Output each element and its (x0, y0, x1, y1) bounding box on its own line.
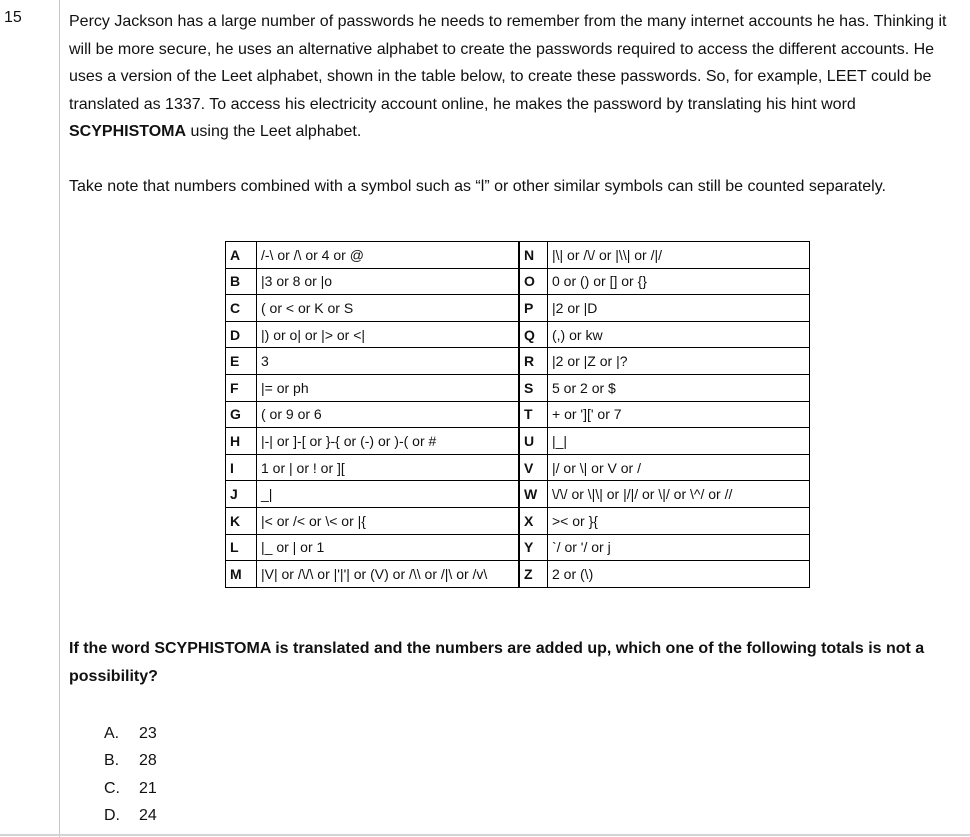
code-cell: |\| or /\/ or |\\| or /|/ (548, 242, 810, 269)
answer-label: C. (104, 779, 120, 797)
table-row (226, 454, 810, 481)
code-cell: |V| or /\/\ or |'|'| or (V) or /\\ or /|\ or /v\ (257, 561, 520, 588)
letter-cell: E (226, 348, 257, 375)
table-row (226, 374, 810, 401)
code-cell: |_| (548, 428, 810, 455)
code-cell: 2 or (\) (548, 561, 810, 588)
question-intro (69, 8, 969, 146)
code-cell: |-| or ]-[ or }-{ or (-) or )-( or # (257, 428, 520, 455)
code-cell: (,) or kw (548, 321, 810, 348)
code-cell: |) or o| or |> or <| (257, 321, 520, 348)
letter-cell: V (519, 454, 548, 481)
letter-cell: J (226, 481, 257, 508)
answer-option[interactable] (104, 802, 157, 829)
letter-cell: A (226, 242, 257, 269)
table-row (226, 268, 810, 295)
hint-word: SCYPHISTOMA (69, 123, 187, 140)
letter-cell: M (226, 561, 257, 588)
code-cell: |= or ph (257, 374, 520, 401)
letter-cell: C (226, 295, 257, 322)
answer-label: D. (104, 806, 120, 824)
code-cell: |2 or |D (548, 295, 810, 322)
table-row (226, 428, 810, 455)
letter-cell: Q (519, 321, 548, 348)
letter-cell: R (519, 348, 548, 375)
code-cell: 1 or | or ! or ][ (257, 454, 520, 481)
answer-option[interactable] (104, 775, 157, 802)
code-cell: 5 or 2 or $ (548, 374, 810, 401)
leet-alphabet-table (225, 241, 810, 588)
code-cell: ( or 9 or 6 (257, 401, 520, 428)
question-prompt: If the word SCYPHISTOMA is translated and the numbers are added up, which one of the following totals is not a possibility? (69, 640, 925, 685)
margin-divider (59, 0, 60, 837)
letter-cell: U (519, 428, 548, 455)
letter-cell: P (519, 295, 548, 322)
bottom-divider (0, 834, 970, 836)
answer-value: 28 (139, 752, 157, 770)
code-cell: 0 or () or [] or {} (548, 268, 810, 295)
letter-cell: Z (519, 561, 548, 588)
code-cell: ( or < or K or S (257, 295, 520, 322)
code-cell: + or '][' or 7 (548, 401, 810, 428)
answer-label: A. (104, 725, 120, 742)
code-cell: |2 or |Z or |? (548, 348, 810, 375)
letter-cell: O (519, 268, 548, 295)
intro-text-2: using the Leet alphabet. (186, 123, 362, 140)
answer-options (104, 720, 157, 829)
code-cell: >< or }{ (548, 507, 810, 534)
table-row (226, 321, 810, 348)
answer-value: 24 (139, 806, 157, 824)
table-row (226, 401, 810, 428)
table-row (226, 348, 810, 375)
code-cell: |_ or | or 1 (257, 534, 520, 561)
answer-value: 23 (139, 725, 157, 742)
letter-cell: W (519, 481, 548, 508)
letter-cell: I (226, 454, 257, 481)
answer-label: B. (104, 752, 120, 770)
letter-cell: X (519, 507, 548, 534)
intro-text-1: Percy Jackson has a large number of passwords he needs to remember from the many internet accounts he has. Thinking it will be more secure, he uses an alternative alphabet to create the passwords required to access the different accounts. He uses a version of the Leet alphabet, shown in the table below, to create these passwords. So, for example, LEET could be translated as 1337. To access his electricity account online, he makes the password by translating his hint word (69, 13, 947, 113)
table-row (226, 242, 810, 269)
code-cell: _| (257, 481, 520, 508)
question-note: Take note that numbers combined with a symbol such as “l” or other similar symbols can still be counted separately. (69, 178, 886, 195)
letter-cell: F (226, 374, 257, 401)
table-row (226, 561, 810, 588)
table-row (226, 481, 810, 508)
letter-cell: H (226, 428, 257, 455)
table-row (226, 295, 810, 322)
code-cell: |3 or 8 or |o (257, 268, 520, 295)
letter-cell: S (519, 374, 548, 401)
table-row (226, 534, 810, 561)
question-number: 15 (4, 9, 22, 26)
letter-cell: N (519, 242, 548, 269)
code-cell: |/ or \| or V or / (548, 454, 810, 481)
letter-cell: B (226, 268, 257, 295)
code-cell: `/ or '/ or j (548, 534, 810, 561)
letter-cell: K (226, 507, 257, 534)
answer-option[interactable] (104, 747, 157, 774)
letter-cell: Y (519, 534, 548, 561)
letter-cell: L (226, 534, 257, 561)
letter-cell: D (226, 321, 257, 348)
code-cell: |< or /< or \< or |{ (257, 507, 520, 534)
answer-value: 21 (139, 779, 157, 797)
answer-option[interactable] (104, 720, 157, 747)
code-cell: /-\ or /\ or 4 or @ (257, 242, 520, 269)
table-row (226, 507, 810, 534)
code-cell: \/\/ or \|\| or |/|/ or \|/ or \^/ or // (548, 481, 810, 508)
code-cell: 3 (257, 348, 520, 375)
letter-cell: T (519, 401, 548, 428)
letter-cell: G (226, 401, 257, 428)
